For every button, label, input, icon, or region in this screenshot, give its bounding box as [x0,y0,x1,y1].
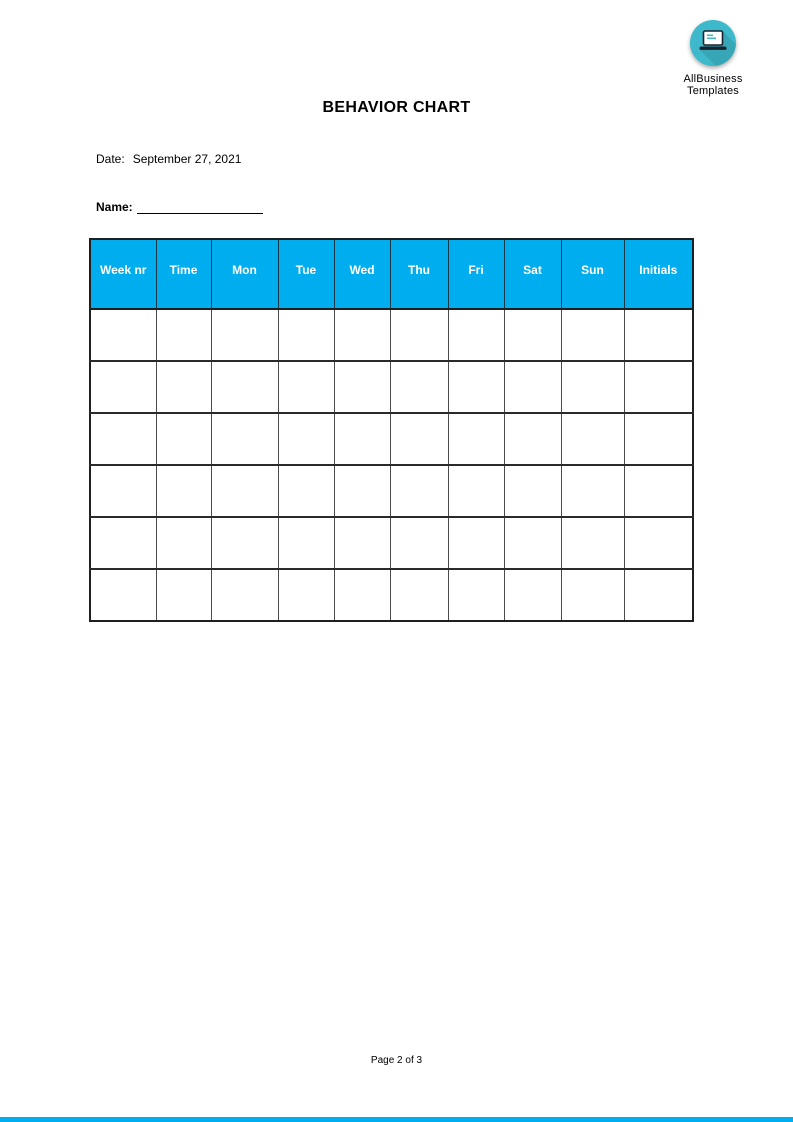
page-number: Page 2 of 3 [370,1055,423,1066]
brand-logo [668,20,758,97]
empty-cell [561,413,624,465]
empty-cell [334,361,390,413]
empty-cell [156,413,211,465]
empty-cell [448,309,504,361]
empty-cell [390,569,448,621]
empty-cell [504,465,561,517]
empty-cell [278,413,334,465]
date-value: September 27, 2021 [132,152,242,166]
empty-cell [390,361,448,413]
empty-cell [334,569,390,621]
date-label: Date: [96,152,125,166]
empty-cell [156,309,211,361]
empty-cell [448,413,504,465]
column-header-fri: Fri [448,239,504,309]
column-header-mon: Mon [211,239,278,309]
page-title: BEHAVIOR CHART [322,99,471,116]
empty-cell [211,413,278,465]
empty-cell [278,517,334,569]
name-line [96,200,263,214]
empty-cell [334,309,390,361]
empty-cell [334,465,390,517]
column-header-tue: Tue [278,239,334,309]
empty-cell [90,361,156,413]
column-header-thu: Thu [390,239,448,309]
table-row [90,309,693,361]
empty-cell [390,309,448,361]
empty-cell [156,465,211,517]
table-row [90,517,693,569]
empty-cell [561,309,624,361]
empty-cell [156,569,211,621]
brand-name-line1: AllBusiness [683,73,743,85]
date-line [96,152,241,166]
empty-cell [90,309,156,361]
empty-cell [390,517,448,569]
empty-cell [278,569,334,621]
empty-cell [561,569,624,621]
behavior-chart-table [89,238,694,622]
empty-cell [504,309,561,361]
laptop-icon [690,20,736,66]
empty-cell [211,517,278,569]
empty-cell [624,517,693,569]
empty-cell [211,309,278,361]
empty-cell [624,309,693,361]
table-row [90,361,693,413]
empty-cell [448,465,504,517]
bottom-accent-bar [0,1117,793,1122]
empty-cell [278,361,334,413]
empty-cell [624,465,693,517]
name-label: Name: [96,200,133,214]
empty-cell [156,517,211,569]
column-header-sun: Sun [561,239,624,309]
empty-cell [624,413,693,465]
column-header-week-nr: Week nr [90,239,156,309]
table-header-row [90,239,693,309]
empty-cell [334,413,390,465]
table-row [90,413,693,465]
empty-cell [390,413,448,465]
empty-cell [448,517,504,569]
empty-cell [334,517,390,569]
empty-cell [211,361,278,413]
empty-cell [90,517,156,569]
empty-cell [156,361,211,413]
empty-cell [448,361,504,413]
empty-cell [504,413,561,465]
empty-cell [278,465,334,517]
empty-cell [561,465,624,517]
empty-cell [448,569,504,621]
empty-cell [504,517,561,569]
empty-cell [211,465,278,517]
empty-cell [211,569,278,621]
table-row [90,569,693,621]
empty-cell [278,309,334,361]
empty-cell [504,569,561,621]
empty-cell [390,465,448,517]
empty-cell [90,569,156,621]
empty-cell [561,517,624,569]
empty-cell [561,361,624,413]
column-header-wed: Wed [334,239,390,309]
empty-cell [624,361,693,413]
empty-cell [90,465,156,517]
empty-cell [504,361,561,413]
empty-cell [624,569,693,621]
brand-name-line2: Templates [687,85,739,97]
table-row [90,465,693,517]
column-header-time: Time [156,239,211,309]
column-header-initials: Initials [624,239,693,309]
name-blank-line [137,201,263,214]
column-header-sat: Sat [504,239,561,309]
empty-cell [90,413,156,465]
